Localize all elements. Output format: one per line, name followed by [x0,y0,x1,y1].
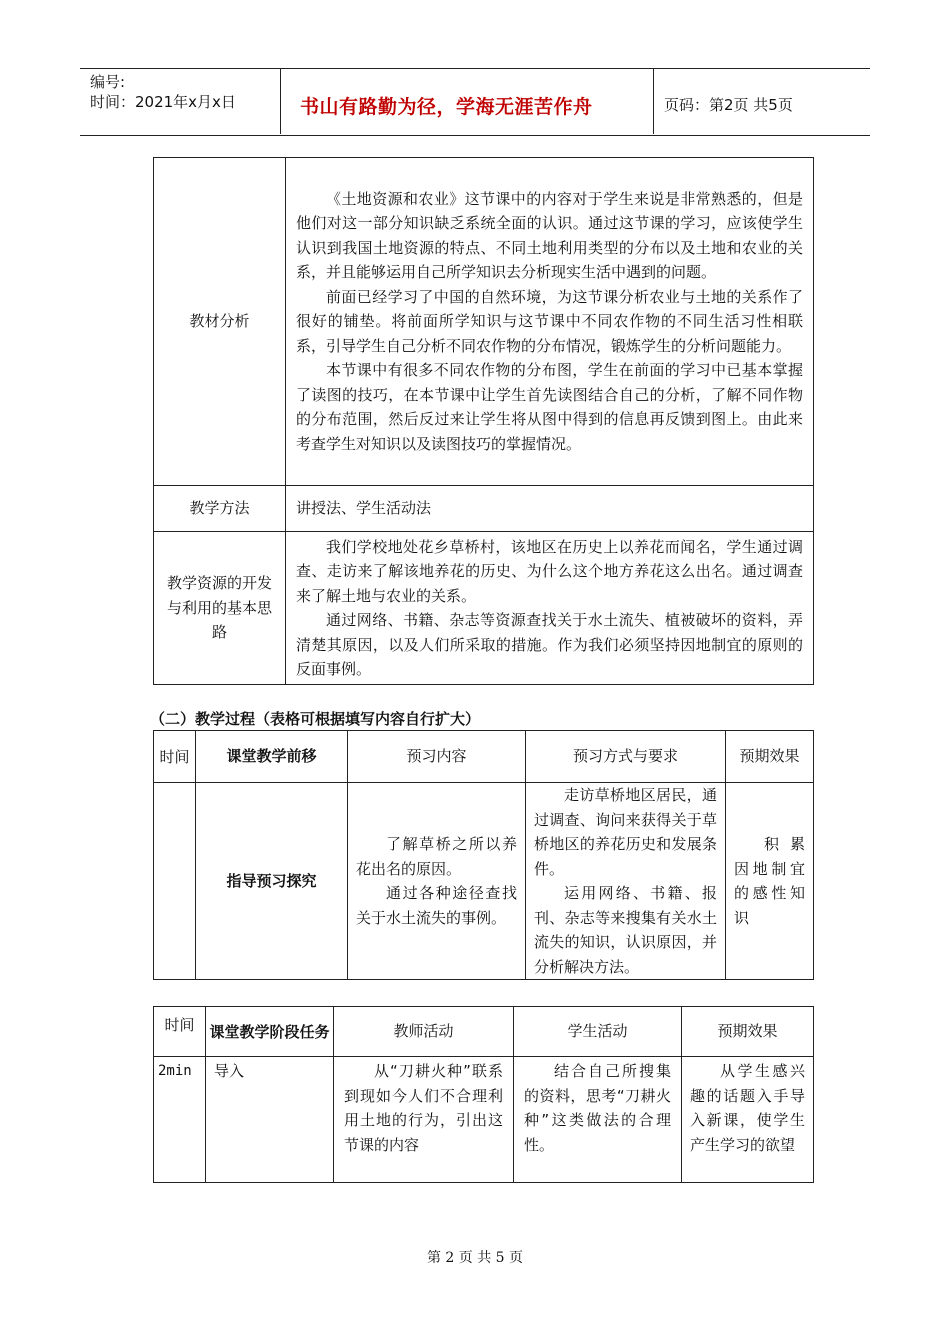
effect-cell [726,783,814,980]
paragraph: 走访草桥地区居民，通过调查、询问来获得关于草桥地区的养花历史和发展条件。 [534,786,717,878]
paragraph: 《土地资源和农业》这节课中的内容对于学生来说是非常熟悉的，但是他们对这一部分知识缺乏系统全面的认识。通过这节课的学习，应该使学生认识到我国土地资源的特点、不同土地利用类型的分布以及土地和农业的关系，并且能够运用自己所学知识去分析现实生活中遇到的问题。 [296,189,803,282]
row-content [286,532,814,685]
process-table [153,1006,814,1183]
analysis-table [153,157,814,685]
paragraph: 结合自己所搜集的资料，思考“刀耕火种”这类做法的合理性。 [524,1062,671,1154]
table-row [154,532,814,685]
table-row [154,158,814,486]
column-header: 预习方式与要求 [526,731,726,783]
teacher-cell [334,1057,514,1183]
row-content [286,158,814,486]
paragraph: 通过网络、书籍、杂志等资源查找关于水土流失、植被破坏的资料，弄清楚其原因，以及人们所采取的措施。作为我们必须坚持因地制宜的原则的反面事例。 [296,611,803,678]
table-header-row [154,731,814,783]
paragraph: 我们学校地处花乡草桥村，该地区在历史上以养花而闻名，学生通过调查、走访来了解该地养花的历史、为什么这个地方养花这么出名。通过调查来了解土地与农业的关系。 [296,537,803,605]
column-header: 时间 [154,731,196,783]
content-cell [348,783,526,980]
header-divider [653,68,654,134]
paragraph: 前面已经学习了中国的自然环境，为这节课分析农业与土地的关系作了很好的铺垫。将前面所学知识与这节课中不同农作物的不同生活习性相联系，引导学生自己分析不同农作物的分布情况，锻炼学生的分析问题能力。 [296,287,803,355]
header-divider [280,68,281,134]
column-header: 教师活动 [334,1007,514,1057]
paragraph: 本节课中有很多不同农作物的分布图，学生在前面的学习中已基本掌握了读图的技巧，在本节课中让学生首先读图结合自己的分析，了解不同作物的分布范围，然后反过来让学生将从图中得到的信息再反馈到图上。由此来考查学生对知识以及读图技巧的掌握情况。 [296,361,803,453]
preview-table [153,730,814,980]
date-label: 时间：2021年x月x日 [90,93,236,111]
column-header: 预习内容 [348,731,526,783]
header-left [90,72,236,112]
paragraph: 从“刀耕火种”联系到现如今人们不合理利用土地的行为，引出这节课的内容 [344,1062,503,1154]
paragraph: 了解草桥之所以养花出名的原因。 [356,835,517,878]
row-label: 教材分析 [154,158,286,486]
time-cell: 2min [154,1057,206,1183]
paragraph: 从学生感兴趣的话题入手导入新课，使学生产生学习的欲望 [690,1062,805,1154]
paragraph: 通过各种途径查找关于水土流失的事例。 [356,884,517,927]
student-cell [514,1057,682,1183]
table-row [154,783,814,980]
page-footer: 第 2 页 共 5 页 [426,1250,524,1266]
header-page-number: 页码：第2页 共5页 [664,96,793,114]
table-row [154,1057,814,1183]
column-header: 课堂教学阶段任务 [206,1007,334,1057]
header-motto: 书山有路勤为径，学海无涯苦作舟 [300,96,593,118]
table-header-row [154,1007,814,1057]
row-label: 教学方法 [154,486,286,532]
task-cell: 导入 [206,1057,334,1183]
effect-cell [682,1057,814,1183]
section-title: （二）教学过程（表格可根据填写内容自行扩大） [150,710,481,728]
time-cell [154,783,196,980]
column-header: 时间 [154,1007,206,1057]
column-header: 课堂教学前移 [196,731,348,783]
column-header: 预期效果 [682,1007,814,1057]
paragraph: 运用网络、书籍、报刊、杂志等来搜集有关水土流失的知识，认识原因，并分析解决方法。 [534,884,717,976]
column-header: 学生活动 [514,1007,682,1057]
column-header: 预期效果 [726,731,814,783]
table-row [154,486,814,532]
task-cell: 指导预习探究 [196,783,348,980]
row-content: 讲授法、学生活动法 [286,486,814,532]
serial-label: 编号: [90,73,126,91]
method-cell [526,783,726,980]
row-label: 教学资源的开发与利用的基本思路 [154,532,286,685]
paragraph: 积累因地制宜的感性知识 [734,835,805,927]
